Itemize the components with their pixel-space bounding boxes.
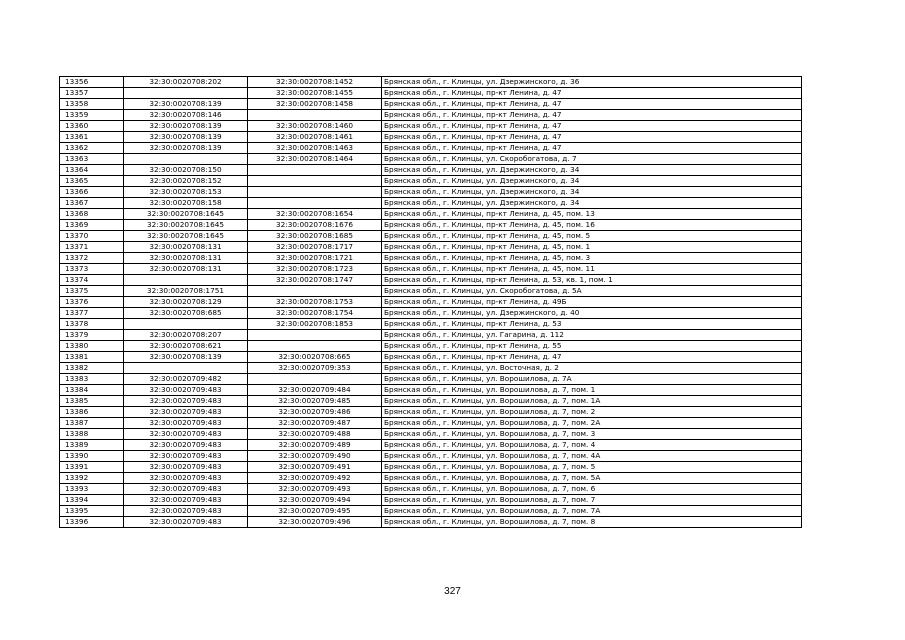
parcel-number-cell: 32:30:0020708:153 (124, 187, 248, 198)
parcel-number-cell: 32:30:0020709:483 (124, 517, 248, 528)
object-number-cell: 32:30:0020708:1654 (248, 209, 382, 220)
address-cell: Брянская обл., г. Клинцы, ул. Гагарина, д. 112 (382, 330, 802, 341)
address-cell: Брянская обл., г. Клинцы, пр-кт Ленина, д. 47 (382, 110, 802, 121)
address-cell: Брянская обл., г. Клинцы, пр-кт Ленина, д. 45, пом. 13 (382, 209, 802, 220)
parcel-number-cell (124, 319, 248, 330)
address-cell: Брянская обл., г. Клинцы, ул. Ворошилова, д. 7, пом. 7А (382, 506, 802, 517)
table-row (60, 495, 802, 506)
parcel-number-cell: 32:30:0020708:1751 (124, 286, 248, 297)
record-number-cell: 13378 (60, 319, 124, 330)
address-cell: Брянская обл., г. Клинцы, пр-кт Ленина, д. 45, пом. 1 (382, 242, 802, 253)
parcel-number-cell: 32:30:0020708:1645 (124, 231, 248, 242)
table-row (60, 132, 802, 143)
table-row (60, 506, 802, 517)
record-number-cell: 13365 (60, 176, 124, 187)
table-row (60, 231, 802, 242)
parcel-number-cell: 32:30:0020708:131 (124, 253, 248, 264)
table-row (60, 319, 802, 330)
table-row (60, 77, 802, 88)
object-number-cell: 32:30:0020709:353 (248, 363, 382, 374)
address-cell: Брянская обл., г. Клинцы, пр-кт Ленина, д. 47 (382, 121, 802, 132)
parcel-number-cell: 32:30:0020708:139 (124, 121, 248, 132)
parcel-number-cell: 32:30:0020709:483 (124, 418, 248, 429)
address-cell: Брянская обл., г. Клинцы, ул. Дзержинского, д. 36 (382, 77, 802, 88)
record-number-cell: 13387 (60, 418, 124, 429)
record-number-cell: 13377 (60, 308, 124, 319)
record-number-cell: 13396 (60, 517, 124, 528)
table-row (60, 429, 802, 440)
object-number-cell: 32:30:0020708:1853 (248, 319, 382, 330)
address-cell: Брянская обл., г. Клинцы, пр-кт Ленина, д. 45, пом. 16 (382, 220, 802, 231)
table-row (60, 165, 802, 176)
parcel-number-cell: 32:30:0020708:158 (124, 198, 248, 209)
object-number-cell (248, 330, 382, 341)
object-number-cell: 32:30:0020709:495 (248, 506, 382, 517)
table-row (60, 407, 802, 418)
object-number-cell (248, 286, 382, 297)
parcel-number-cell: 32:30:0020708:150 (124, 165, 248, 176)
table-row (60, 242, 802, 253)
record-number-cell: 13389 (60, 440, 124, 451)
address-cell: Брянская обл., г. Клинцы, ул. Ворошилова, д. 7, пом. 6 (382, 484, 802, 495)
address-cell: Брянская обл., г. Клинцы, ул. Ворошилова, д. 7, пом. 4 (382, 440, 802, 451)
object-number-cell (248, 165, 382, 176)
table-row (60, 121, 802, 132)
address-cell: Брянская обл., г. Клинцы, ул. Скоробогатова, д. 5А (382, 286, 802, 297)
parcel-number-cell: 32:30:0020709:483 (124, 407, 248, 418)
address-cell: Брянская обл., г. Клинцы, ул. Восточная, д. 2 (382, 363, 802, 374)
table-row (60, 143, 802, 154)
record-number-cell: 13393 (60, 484, 124, 495)
record-number-cell: 13357 (60, 88, 124, 99)
parcel-number-cell: 32:30:0020708:1645 (124, 220, 248, 231)
table-row (60, 396, 802, 407)
object-number-cell: 32:30:0020708:1753 (248, 297, 382, 308)
record-number-cell: 13375 (60, 286, 124, 297)
address-cell: Брянская обл., г. Клинцы, пр-кт Ленина, д. 47 (382, 99, 802, 110)
record-number-cell: 13382 (60, 363, 124, 374)
table-row (60, 297, 802, 308)
address-cell: Брянская обл., г. Клинцы, ул. Дзержинского, д. 34 (382, 198, 802, 209)
object-number-cell: 32:30:0020709:484 (248, 385, 382, 396)
address-cell: Брянская обл., г. Клинцы, ул. Ворошилова, д. 7, пом. 8 (382, 517, 802, 528)
object-number-cell: 32:30:0020709:490 (248, 451, 382, 462)
parcel-number-cell: 32:30:0020708:621 (124, 341, 248, 352)
parcel-number-cell: 32:30:0020708:202 (124, 77, 248, 88)
table-row (60, 154, 802, 165)
record-number-cell: 13366 (60, 187, 124, 198)
table-row (60, 330, 802, 341)
object-number-cell: 32:30:0020708:1723 (248, 264, 382, 275)
object-number-cell: 32:30:0020709:491 (248, 462, 382, 473)
table-row (60, 209, 802, 220)
parcel-number-cell (124, 154, 248, 165)
record-number-cell: 13385 (60, 396, 124, 407)
address-cell: Брянская обл., г. Клинцы, пр-кт Ленина, д. 47 (382, 143, 802, 154)
table-row (60, 517, 802, 528)
record-number-cell: 13356 (60, 77, 124, 88)
record-number-cell: 13358 (60, 99, 124, 110)
parcel-number-cell: 32:30:0020709:483 (124, 440, 248, 451)
table-row (60, 88, 802, 99)
object-number-cell: 32:30:0020709:489 (248, 440, 382, 451)
object-number-cell: 32:30:0020708:1747 (248, 275, 382, 286)
record-number-cell: 13390 (60, 451, 124, 462)
address-cell: Брянская обл., г. Клинцы, пр-кт Ленина, д. 53, кв. 1, пом. 1 (382, 275, 802, 286)
address-cell: Брянская обл., г. Клинцы, ул. Дзержинского, д. 40 (382, 308, 802, 319)
parcel-number-cell: 32:30:0020709:483 (124, 429, 248, 440)
object-number-cell: 32:30:0020708:1458 (248, 99, 382, 110)
object-number-cell: 32:30:0020709:486 (248, 407, 382, 418)
record-number-cell: 13374 (60, 275, 124, 286)
table-row (60, 440, 802, 451)
parcel-number-cell: 32:30:0020708:131 (124, 242, 248, 253)
record-number-cell: 13361 (60, 132, 124, 143)
table-row (60, 253, 802, 264)
parcel-number-cell: 32:30:0020708:146 (124, 110, 248, 121)
address-cell: Брянская обл., г. Клинцы, ул. Дзержинского, д. 34 (382, 176, 802, 187)
address-cell: Брянская обл., г. Клинцы, пр-кт Ленина, д. 49Б (382, 297, 802, 308)
record-number-cell: 13362 (60, 143, 124, 154)
address-cell: Брянская обл., г. Клинцы, ул. Дзержинского, д. 34 (382, 187, 802, 198)
object-number-cell: 32:30:0020708:1452 (248, 77, 382, 88)
record-number-cell: 13379 (60, 330, 124, 341)
object-number-cell (248, 176, 382, 187)
address-cell: Брянская обл., г. Клинцы, ул. Ворошилова, д. 7, пом. 7 (382, 495, 802, 506)
table-row (60, 462, 802, 473)
table-row (60, 176, 802, 187)
table-row (60, 363, 802, 374)
object-number-cell: 32:30:0020708:1717 (248, 242, 382, 253)
object-number-cell (248, 341, 382, 352)
parcel-number-cell (124, 363, 248, 374)
parcel-number-cell: 32:30:0020709:483 (124, 506, 248, 517)
object-number-cell: 32:30:0020708:1461 (248, 132, 382, 143)
record-number-cell: 13380 (60, 341, 124, 352)
record-number-cell: 13364 (60, 165, 124, 176)
record-number-cell: 13367 (60, 198, 124, 209)
table-row (60, 275, 802, 286)
record-number-cell: 13372 (60, 253, 124, 264)
table-row (60, 187, 802, 198)
record-number-cell: 13359 (60, 110, 124, 121)
address-cell: Брянская обл., г. Клинцы, пр-кт Ленина, д. 53 (382, 319, 802, 330)
parcel-number-cell: 32:30:0020709:482 (124, 374, 248, 385)
registry-table (59, 76, 802, 528)
table-row (60, 110, 802, 121)
record-number-cell: 13376 (60, 297, 124, 308)
object-number-cell: 32:30:0020709:496 (248, 517, 382, 528)
parcel-number-cell: 32:30:0020709:483 (124, 495, 248, 506)
object-number-cell: 32:30:0020708:665 (248, 352, 382, 363)
parcel-number-cell: 32:30:0020708:685 (124, 308, 248, 319)
address-cell: Брянская обл., г. Клинцы, ул. Ворошилова, д. 7А (382, 374, 802, 385)
table-row (60, 341, 802, 352)
address-cell: Брянская обл., г. Клинцы, пр-кт Ленина, д. 47 (382, 88, 802, 99)
object-number-cell (248, 374, 382, 385)
object-number-cell: 32:30:0020709:494 (248, 495, 382, 506)
address-cell: Брянская обл., г. Клинцы, ул. Дзержинского, д. 34 (382, 165, 802, 176)
object-number-cell: 32:30:0020708:1754 (248, 308, 382, 319)
table-row (60, 99, 802, 110)
record-number-cell: 13363 (60, 154, 124, 165)
record-number-cell: 13386 (60, 407, 124, 418)
object-number-cell: 32:30:0020708:1721 (248, 253, 382, 264)
parcel-number-cell (124, 275, 248, 286)
record-number-cell: 13394 (60, 495, 124, 506)
page-number: 327 (444, 586, 461, 597)
parcel-number-cell: 32:30:0020708:139 (124, 352, 248, 363)
address-cell: Брянская обл., г. Клинцы, ул. Ворошилова, д. 7, пом. 3 (382, 429, 802, 440)
object-number-cell: 32:30:0020709:485 (248, 396, 382, 407)
parcel-number-cell (124, 88, 248, 99)
address-cell: Брянская обл., г. Клинцы, ул. Ворошилова, д. 7, пом. 2 (382, 407, 802, 418)
object-number-cell: 32:30:0020708:1676 (248, 220, 382, 231)
object-number-cell: 32:30:0020709:493 (248, 484, 382, 495)
object-number-cell (248, 110, 382, 121)
table-row (60, 198, 802, 209)
address-cell: Брянская обл., г. Клинцы, пр-кт Ленина, д. 45, пом. 3 (382, 253, 802, 264)
table-row (60, 286, 802, 297)
object-number-cell (248, 187, 382, 198)
record-number-cell: 13371 (60, 242, 124, 253)
table-row (60, 484, 802, 495)
object-number-cell: 32:30:0020708:1460 (248, 121, 382, 132)
parcel-number-cell: 32:30:0020708:139 (124, 132, 248, 143)
object-number-cell: 32:30:0020709:487 (248, 418, 382, 429)
parcel-number-cell: 32:30:0020708:139 (124, 143, 248, 154)
address-cell: Брянская обл., г. Клинцы, ул. Ворошилова, д. 7, пом. 5 (382, 462, 802, 473)
object-number-cell: 32:30:0020709:488 (248, 429, 382, 440)
object-number-cell: 32:30:0020708:1463 (248, 143, 382, 154)
table-row (60, 264, 802, 275)
parcel-number-cell: 32:30:0020708:129 (124, 297, 248, 308)
parcel-number-cell: 32:30:0020709:483 (124, 484, 248, 495)
record-number-cell: 13369 (60, 220, 124, 231)
parcel-number-cell: 32:30:0020708:152 (124, 176, 248, 187)
record-number-cell: 13368 (60, 209, 124, 220)
record-number-cell: 13373 (60, 264, 124, 275)
table-row (60, 308, 802, 319)
record-number-cell: 13370 (60, 231, 124, 242)
object-number-cell: 32:30:0020708:1455 (248, 88, 382, 99)
object-number-cell: 32:30:0020709:492 (248, 473, 382, 484)
parcel-number-cell: 32:30:0020709:483 (124, 396, 248, 407)
parcel-number-cell: 32:30:0020708:1645 (124, 209, 248, 220)
address-cell: Брянская обл., г. Клинцы, ул. Ворошилова, д. 7, пом. 5А (382, 473, 802, 484)
record-number-cell: 13388 (60, 429, 124, 440)
object-number-cell: 32:30:0020708:1464 (248, 154, 382, 165)
record-number-cell: 13392 (60, 473, 124, 484)
table-row (60, 374, 802, 385)
address-cell: Брянская обл., г. Клинцы, пр-кт Ленина, д. 55 (382, 341, 802, 352)
parcel-number-cell: 32:30:0020709:483 (124, 451, 248, 462)
table-row (60, 418, 802, 429)
address-cell: Брянская обл., г. Клинцы, пр-кт Ленина, д. 45, пом. 5 (382, 231, 802, 242)
parcel-number-cell: 32:30:0020708:131 (124, 264, 248, 275)
address-cell: Брянская обл., г. Клинцы, ул. Ворошилова, д. 7, пом. 4А (382, 451, 802, 462)
registry-table-body (60, 77, 802, 528)
record-number-cell: 13381 (60, 352, 124, 363)
address-cell: Брянская обл., г. Клинцы, пр-кт Ленина, д. 47 (382, 132, 802, 143)
object-number-cell: 32:30:0020708:1685 (248, 231, 382, 242)
address-cell: Брянская обл., г. Клинцы, ул. Ворошилова, д. 7, пом. 2А (382, 418, 802, 429)
parcel-number-cell: 32:30:0020709:483 (124, 473, 248, 484)
parcel-number-cell: 32:30:0020708:207 (124, 330, 248, 341)
object-number-cell (248, 198, 382, 209)
parcel-number-cell: 32:30:0020709:483 (124, 462, 248, 473)
record-number-cell: 13384 (60, 385, 124, 396)
address-cell: Брянская обл., г. Клинцы, пр-кт Ленина, д. 45, пом. 11 (382, 264, 802, 275)
record-number-cell: 13391 (60, 462, 124, 473)
parcel-number-cell: 32:30:0020709:483 (124, 385, 248, 396)
address-cell: Брянская обл., г. Клинцы, ул. Ворошилова, д. 7, пом. 1 (382, 385, 802, 396)
table-row (60, 473, 802, 484)
table-row (60, 385, 802, 396)
record-number-cell: 13395 (60, 506, 124, 517)
table-row (60, 352, 802, 363)
table-row (60, 451, 802, 462)
parcel-number-cell: 32:30:0020708:139 (124, 99, 248, 110)
address-cell: Брянская обл., г. Клинцы, ул. Ворошилова, д. 7, пом. 1А (382, 396, 802, 407)
address-cell: Брянская обл., г. Клинцы, пр-кт Ленина, д. 47 (382, 352, 802, 363)
address-cell: Брянская обл., г. Клинцы, ул. Скоробогатова, д. 7 (382, 154, 802, 165)
record-number-cell: 13360 (60, 121, 124, 132)
record-number-cell: 13383 (60, 374, 124, 385)
table-row (60, 220, 802, 231)
